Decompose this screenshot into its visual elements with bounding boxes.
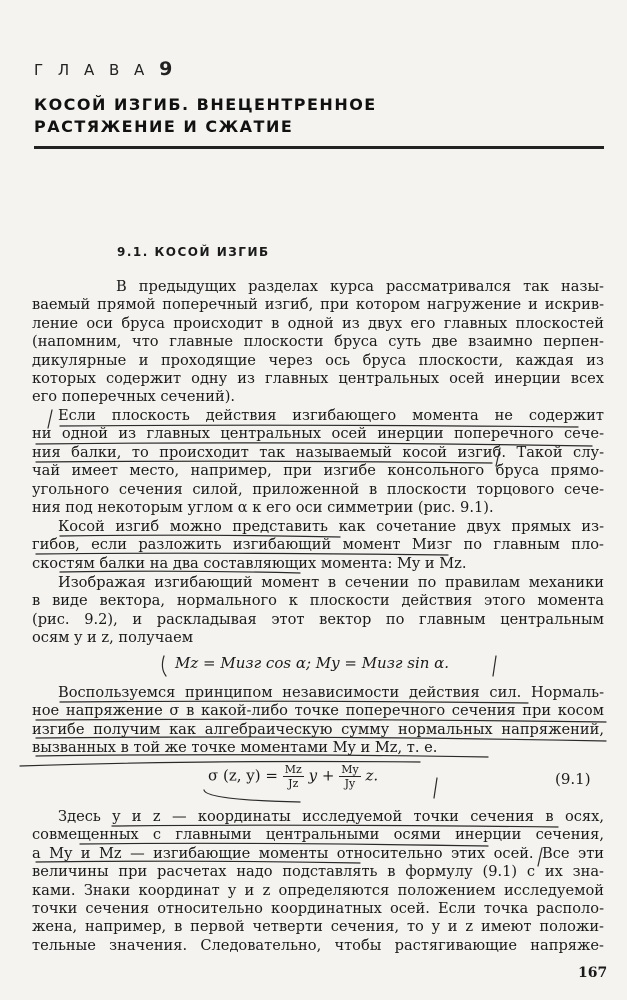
section-title: 9.1. КОСОЙ ИЗГИБ (117, 245, 270, 259)
frac-numerator: My (341, 763, 359, 776)
text-line: жена, например, в первой четверти сечения, то y и z имеют положи- (32, 918, 604, 936)
text-line: гибов, если разложить изгибающий момент Mизг по главным пло- (32, 536, 604, 554)
text-line: которых содержит одну из главных центральных осей инерции всех (32, 369, 604, 387)
chapter-title-line2: РАСТЯЖЕНИЕ И СЖАТИЕ (34, 117, 294, 136)
text-line: Воспользуемся принципом независимости действия сил. Нормаль- (58, 684, 604, 701)
text-line: угольного сечения силой, приложенной в плоскости торцового сече- (32, 480, 604, 498)
text-line: ни одной из главных центральных осей инерции поперечного сече- (32, 425, 604, 443)
text-line: чай имеет место, например, при изгибе консольного бруса прямо- (32, 462, 604, 480)
paragraph-4 (32, 574, 604, 648)
chapter-word: Г Л А В А (34, 61, 150, 79)
text-line: (напомним, что главные плоскости бруса суть две взаимно перпен- (32, 333, 604, 351)
bracket-mark (162, 656, 166, 676)
text-line: в виде вектора, нормального к плоскости действия этого момента (32, 592, 604, 610)
text-line: тельные значения. Следовательно, чтобы растягивающие напряже- (32, 936, 604, 954)
bracket-mark (204, 790, 300, 802)
eq-lhs: σ (z, y) = (208, 766, 278, 785)
text-line: скостям балки на два составляющих момента: My и Mz. (32, 554, 467, 572)
text-line: изгибе получим как алгебраическую сумму нормальных напряжений, (32, 720, 604, 738)
chapter-divider (34, 146, 604, 149)
chapter-title-line1: КОСОЙ ИЗГИБ. ВНЕЦЕНТРЕННОЕ (34, 95, 377, 114)
text-line: дикулярные и проходящие через ось бруса плоскости, каждая из (32, 351, 604, 369)
paragraph-1 (32, 278, 604, 407)
text-line: ния балки, то происходит так называемый косой изгиб. Такой слу- (32, 443, 604, 461)
text-line: осям y и z, получаем (32, 629, 194, 647)
paragraph-6 (32, 808, 604, 955)
text-line: Здесь y и z — координаты исследуемой точки сечения в осях, (58, 808, 604, 825)
text-line: Косой изгиб можно представить как сочетание двух прямых из- (58, 518, 604, 535)
eq-mid: y + (308, 766, 335, 785)
paragraph-5 (32, 684, 604, 758)
text-line: его поперечных сечений). (32, 388, 236, 406)
text-line: точки сечения относительно координатных осей. Если точка располо- (32, 899, 604, 917)
paragraph-3 (32, 518, 604, 573)
bracket-mark (493, 656, 496, 676)
chapter-title (34, 94, 377, 138)
text-line: величины при расчетах надо подставлять в формулу (9.1) с их зна- (32, 863, 604, 881)
bracket-mark (434, 778, 437, 798)
text-line: Изображая изгибающий момент в сечении по правилам механики (58, 574, 604, 591)
text-line: совмещенных с главными центральными осями инерции сечения, (32, 826, 604, 844)
fraction-mz-jz (283, 763, 304, 790)
text-line: Если плоскость действия изгибающего момента не содержит (58, 407, 604, 424)
text-line: а My и Mz — изгибающие моменты относительно этих осей. Все эти (32, 844, 604, 862)
text-line: ное напряжение σ в какой-либо точке поперечного сечения при косом (32, 702, 604, 720)
frac-denominator: Jz (288, 777, 299, 790)
text-line: вызванных в той же точке моментами My и Mz, т. е. (32, 739, 438, 757)
text-line: ками. Знаки координат y и z определяются положением исследуемой (32, 881, 604, 899)
eq-end: z. (365, 766, 379, 785)
chapter-label (34, 58, 172, 80)
text-line: ваемый прямой поперечный изгиб, при котором нагружение и искрив- (32, 296, 604, 314)
text-line: ление оси бруса происходит в одной из двух его главных плоскостей (32, 314, 604, 332)
frac-denominator: Jy (344, 777, 356, 790)
equation-normal-stress (208, 763, 378, 790)
text-line: ния под некоторым углом α к его оси симметрии (рис. 9.1). (32, 498, 494, 516)
frac-numerator: Mz (284, 763, 302, 776)
equation-number: (9.1) (555, 770, 591, 788)
paragraph-2 (32, 407, 604, 517)
equation-moment-decomposition: Mz = Mизг cos α; My = Mизг sin α. (175, 654, 450, 672)
fraction-my-jy (339, 763, 360, 790)
chapter-number: 9 (159, 58, 173, 80)
page-number: 167 (578, 965, 608, 981)
text-line: В предыдущих разделах курса рассматривался так назы- (116, 278, 604, 295)
text-line: (рис. 9.2), и раскладывая этот вектор по главным центральным (32, 610, 604, 628)
